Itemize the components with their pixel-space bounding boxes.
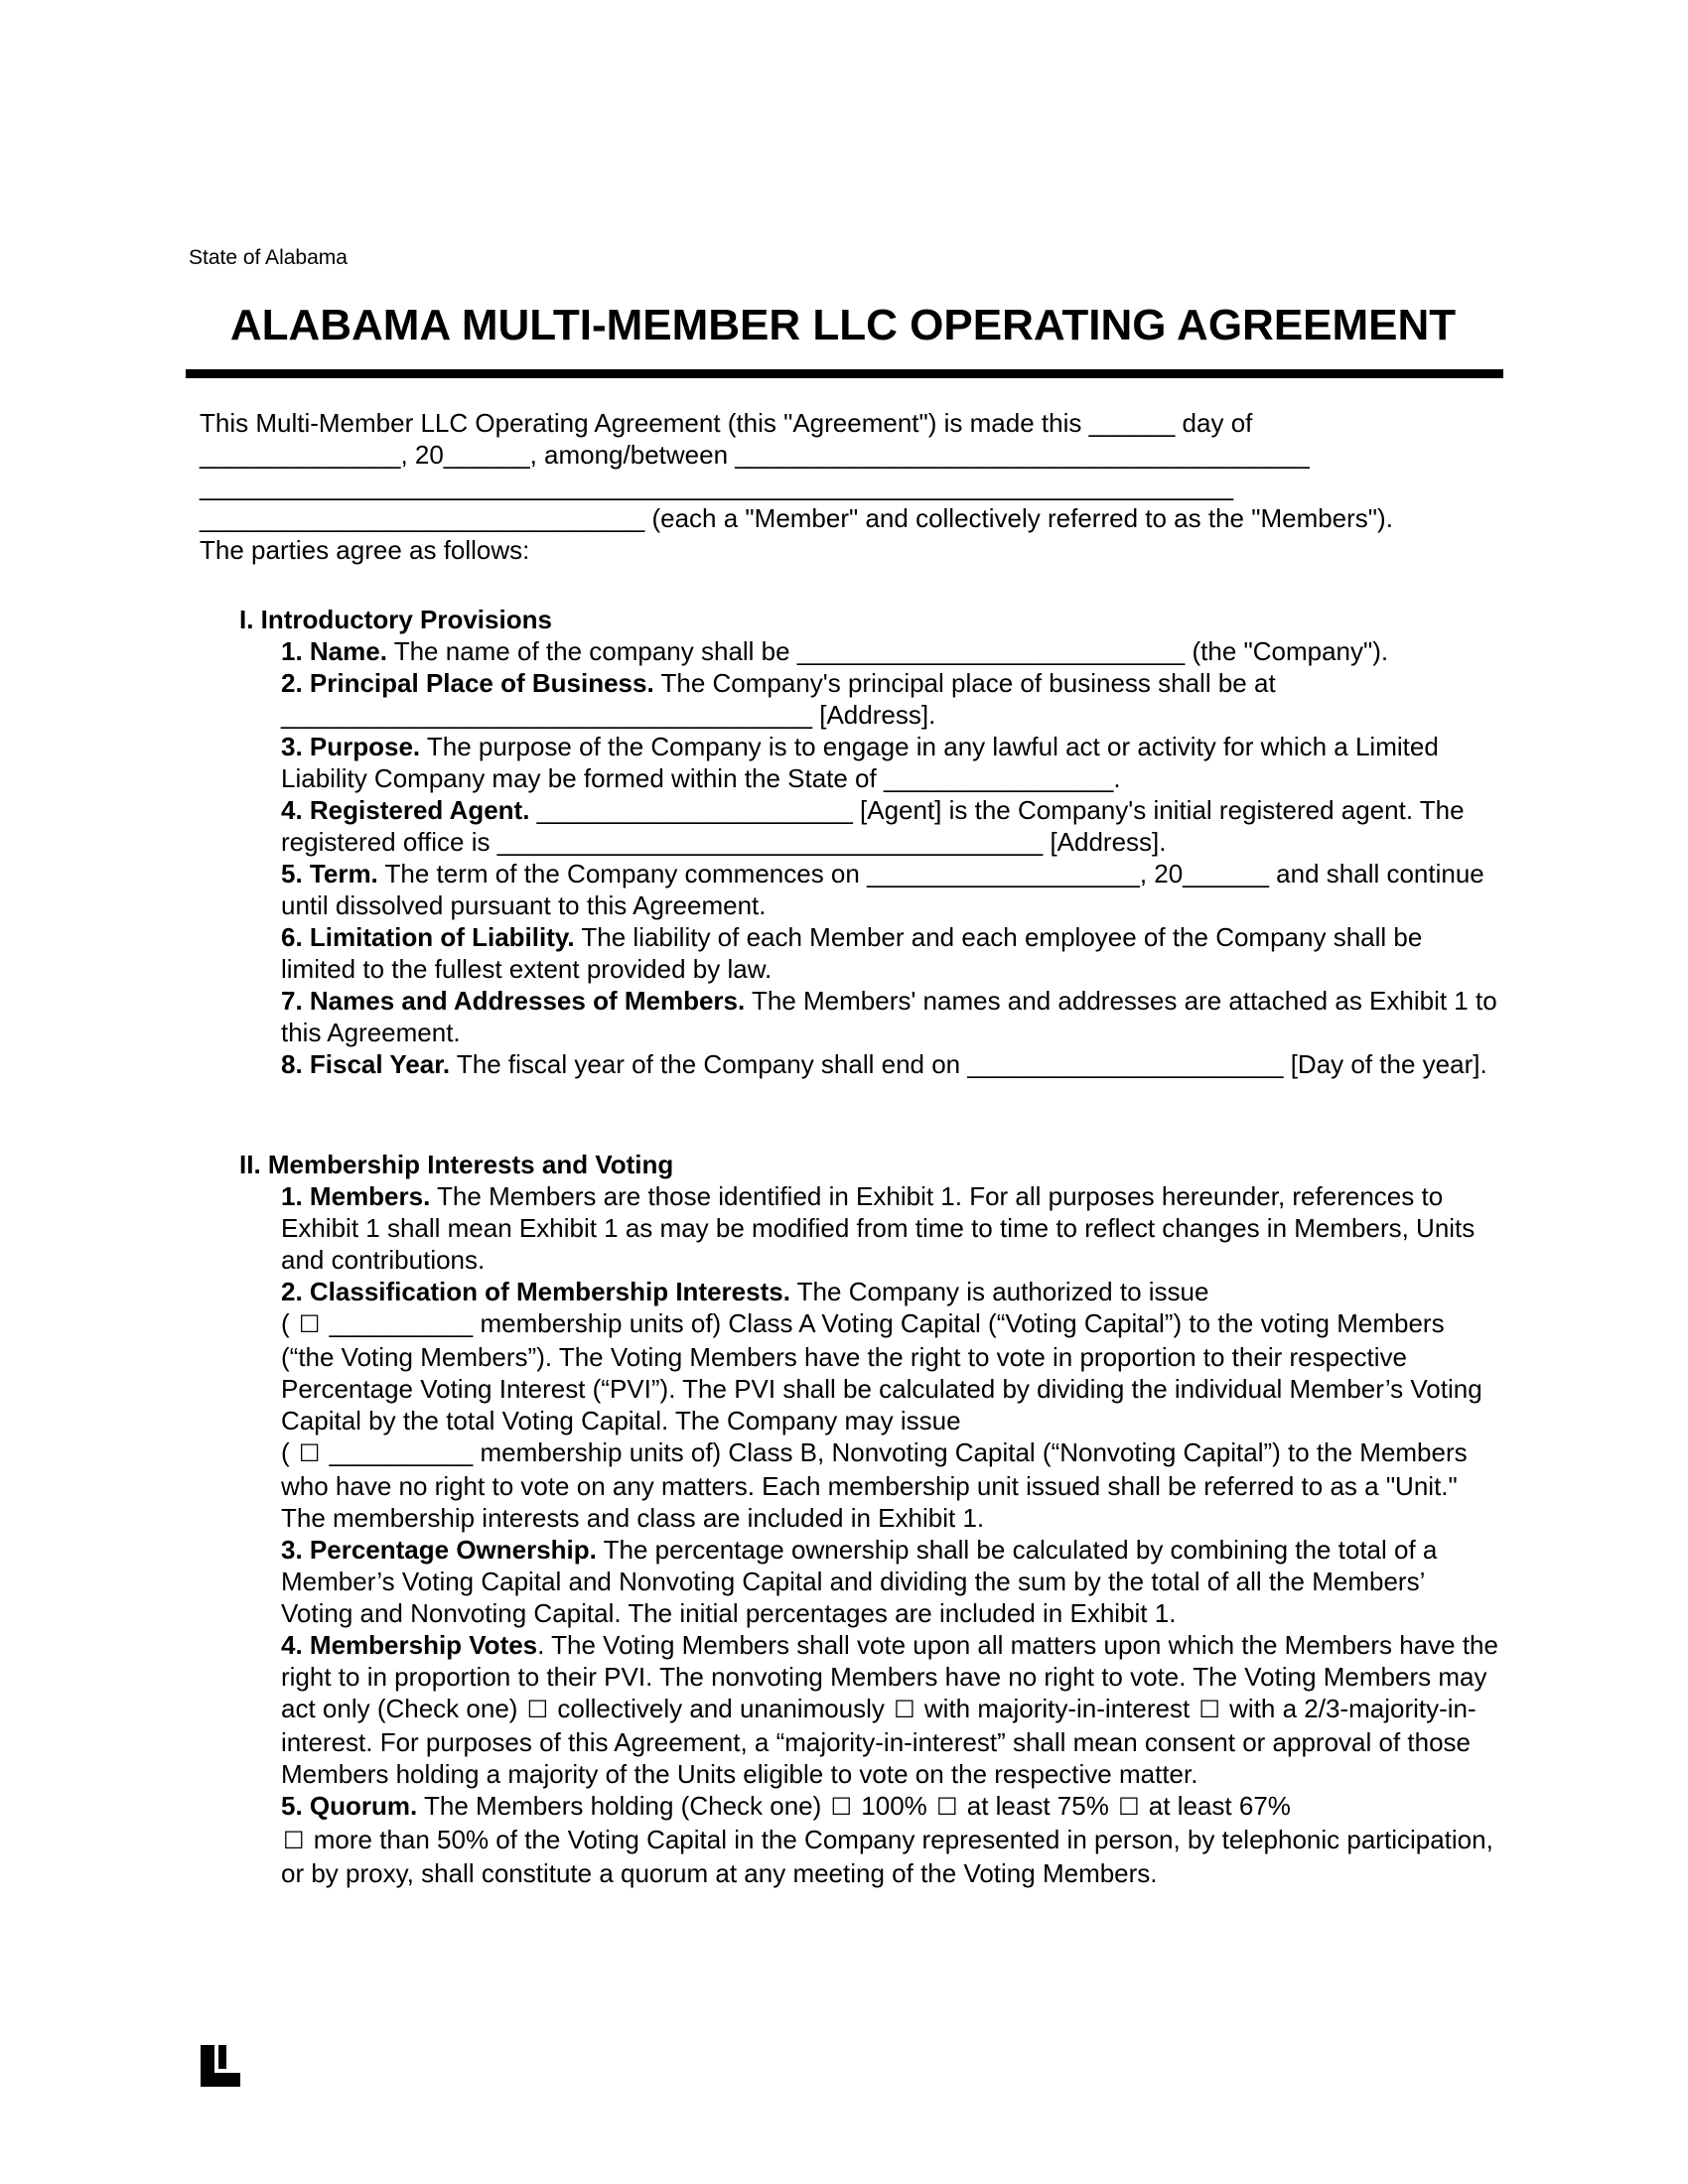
checkbox-quorum-100[interactable]: ☐: [830, 1794, 853, 1821]
clause-limitation-liability: [281, 921, 1500, 985]
checkbox-voting-capital[interactable]: ☐: [298, 1311, 321, 1338]
clause-label: 8. Fiscal Year.: [281, 1049, 451, 1079]
clause-label: 6. Limitation of Liability.: [281, 922, 575, 952]
clause-label: 1. Name.: [281, 636, 387, 666]
checkbox-nonvoting-capital[interactable]: ☐: [298, 1440, 321, 1467]
clause-label: 4. Membership Votes: [281, 1630, 538, 1660]
option-text: at least 67%: [1141, 1791, 1291, 1821]
clause-label: 2. Classification of Membership Interests.: [281, 1277, 790, 1306]
option-text: more than 50% of the Voting Capital in the Company represented in person, by telephonic participation, or by proxy, shall constitute a quorum at any meeting of the Voting Members.: [281, 1825, 1493, 1888]
clause-purpose: [281, 731, 1500, 794]
checkbox-quorum-75[interactable]: ☐: [936, 1794, 958, 1821]
intro-line: ______________, 20______, among/between ________________________________________: [200, 440, 1310, 470]
clause-label: 1. Members.: [281, 1181, 431, 1211]
clause-text: __________ membership units of) Class A Voting Capital (“Voting Capital”) to the voting Members (“the Voting Members”). The Voting Members have the right to vote in proportion to their respective Percentage Voting Interest (“PVI”). The PVI shall be calculated by dividing the individual Member’s Voting Capital by the total Voting Capital. The Company may issue: [281, 1308, 1482, 1435]
clause-members: [281, 1180, 1500, 1276]
option-text: at least 75%: [959, 1791, 1117, 1821]
clause-text: The Company's principal place of business shall be at _____________________________________ [Address].: [281, 668, 1276, 730]
section-introductory-provisions: [239, 604, 1500, 1080]
intro-line: The parties agree as follows:: [200, 535, 530, 565]
clause-label: 5. Quorum.: [281, 1791, 418, 1821]
clause-percentage-ownership: [281, 1534, 1500, 1629]
clause-registered-agent: [281, 794, 1500, 858]
clause-label: 7. Names and Addresses of Members.: [281, 986, 746, 1016]
clause-text: The Members are those identified in Exhibit 1. For all purposes hereunder, references to Exhibit 1 shall mean Exhibit 1 as may be modified from time to time to reflect changes in Members, Units and contributions.: [281, 1181, 1476, 1275]
clause-text: The term of the Company commences on ___________________, 20______ and shall continue until dissolved pursuant to this Agreement.: [281, 859, 1484, 920]
clause-text: The percentage ownership shall be calculated by combining the total of a Member’s Voting Capital and Nonvoting Capital and dividing the sum by the total of all the Members’ Voting and Nonvoting Capital. The initial percentages are included in Exhibit 1.: [281, 1535, 1438, 1628]
section-heading: II. Membership Interests and Voting: [239, 1150, 674, 1179]
clause-text: ______________________ [Agent] is the Company's initial registered agent. The registered office is ______________________________________ [Address].: [281, 795, 1465, 857]
clause-text: The Members holding (Check one): [417, 1791, 829, 1821]
option-text: 100%: [854, 1791, 934, 1821]
clause-term: [281, 858, 1500, 921]
state-label: State of Alabama: [189, 246, 348, 269]
clause-label: 5. Term.: [281, 859, 378, 888]
clause-text: The liability of each Member and each employee of the Company shall be limited to the fullest extent provided by law.: [281, 922, 1423, 984]
section-heading: I. Introductory Provisions: [239, 605, 552, 634]
document-title: ALABAMA MULTI-MEMBER LLC OPERATING AGREEMENT: [229, 301, 1457, 349]
clause-classification: [281, 1276, 1500, 1534]
clause-fiscal-year: [281, 1048, 1500, 1080]
clause-label: 3. Purpose.: [281, 732, 421, 761]
intro-line: _______________________________ (each a "Member" and collectively referred to as the "Members").: [200, 503, 1393, 533]
title-rule: [186, 369, 1503, 378]
clause-member-names: [281, 985, 1500, 1048]
checkbox-unanimous[interactable]: ☐: [526, 1697, 549, 1723]
clause-membership-votes: [281, 1629, 1500, 1790]
clause-text: (: [281, 1437, 297, 1467]
clause-text: The fiscal year of the Company shall end on ______________________ [Day of the year].: [450, 1049, 1487, 1079]
option-text: with a 2/3-majority-in-interest. For purposes of this Agreement, a “majority-in-interest” shall mean consent or approval of those Members holding a majority of the Units eligible to vote on the respective matter.: [281, 1694, 1477, 1789]
checkbox-quorum-50[interactable]: ☐: [283, 1828, 305, 1854]
intro-line: ________________________________________________________________________: [200, 472, 1234, 501]
clause-text: . The Voting Members shall vote upon all matters upon which the Members have the right to in proportion to their PVI. The nonvoting Members have no right to vote. The Voting Members may act only (Check one): [281, 1630, 1498, 1723]
legal-templates-logo-icon: [201, 2045, 240, 2092]
clause-text: The Company is authorized to issue: [789, 1277, 1209, 1306]
clause-text: The purpose of the Company is to engage in any lawful act or activity for which a Limited Liability Company may be formed within the State of ________________.: [281, 732, 1439, 793]
clause-label: 2. Principal Place of Business.: [281, 668, 654, 698]
clause-label: 4. Registered Agent.: [281, 795, 530, 825]
clause-text: __________ membership units of) Class B, Nonvoting Capital (“Nonvoting Capital”) to the Members who have no right to vote on any matters. Each membership unit issued shall be referred to as a "Unit." The membership interests and class are included in Exhibit 1.: [281, 1437, 1468, 1533]
checkbox-quorum-67[interactable]: ☐: [1118, 1794, 1140, 1821]
clause-quorum: [281, 1790, 1500, 1889]
checkbox-two-thirds[interactable]: ☐: [1198, 1697, 1220, 1723]
clause-text: (: [281, 1308, 297, 1338]
clause-text: The name of the company shall be ___________________________ (the "Company").: [386, 636, 1389, 666]
clause-label: 3. Percentage Ownership.: [281, 1535, 597, 1565]
section-membership-interests: [239, 1149, 1500, 1889]
intro-paragraph: [200, 407, 1500, 566]
option-text: with majority-in-interest: [916, 1694, 1197, 1723]
option-text: collectively and unanimously: [550, 1694, 893, 1723]
clause-name: [281, 635, 1500, 667]
intro-line: This Multi-Member LLC Operating Agreement (this "Agreement") is made this ______ day of: [200, 408, 1253, 438]
clause-text: The Members' names and addresses are attached as Exhibit 1 to this Agreement.: [281, 986, 1497, 1047]
checkbox-majority[interactable]: ☐: [894, 1697, 915, 1723]
clause-principal-place: [281, 667, 1500, 731]
